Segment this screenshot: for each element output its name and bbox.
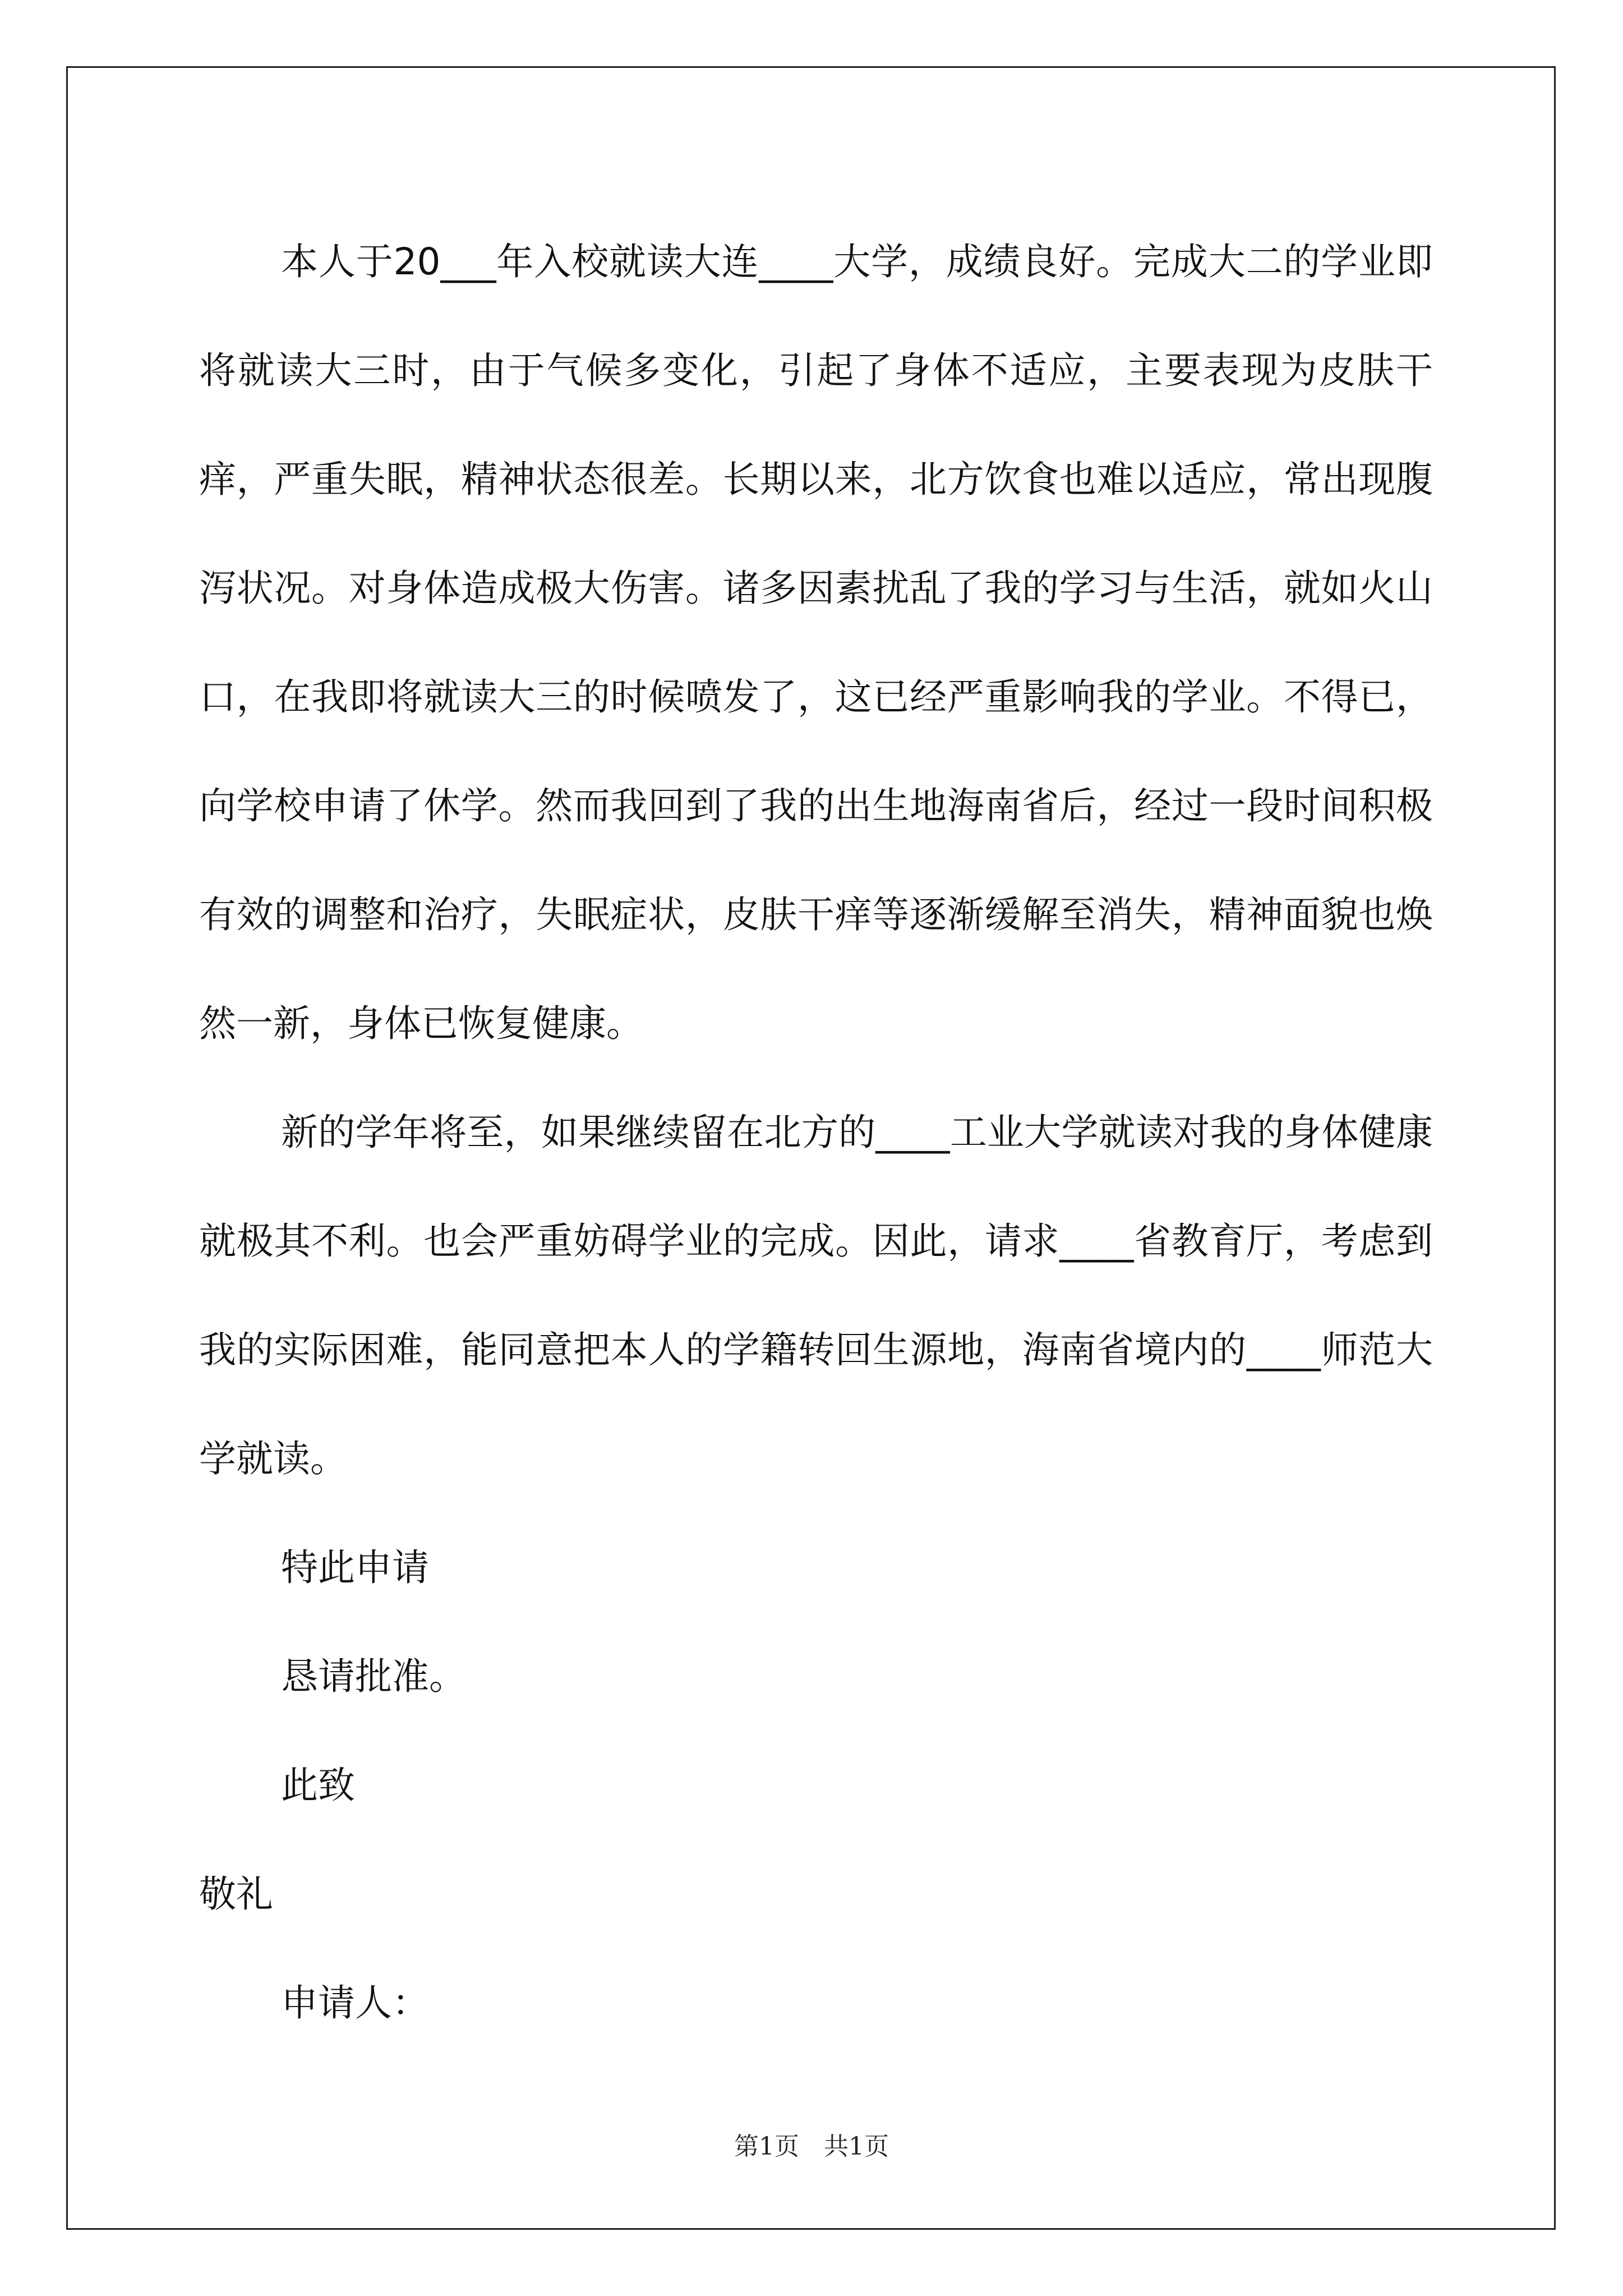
approval-request: 恳请批准。	[281, 1655, 466, 1698]
paragraph-1: 本人于20___年入校就读大连____大学，成绩良好。完成大二的学业即将就读大三时，由于气候多变化，引起了身体不适应，主要表现为皮肤干痒，严重失眠，精神状态很差。长期以来，北方饮食也难以适应，常出现腹泻状况。对身体造成极大伤害。诸多因素扰乱了我的学习与生活，就如火山口，在我即将就读大三的时候喷发了，这已经严重影响我的学业。不得已，向学校申请了休学。然而我回到了我的出生地海南省后，经过一段时间积极有效的调整和治疗，失眠症状，皮肤干痒等逐渐缓解至消失，精神面貌也焕然一新，身体已恢复健康。	[199, 240, 1433, 1045]
regards-to: 此致	[281, 1764, 355, 1807]
salutation: 敬礼	[199, 1872, 273, 1916]
page-number: 第1页 共1页	[734, 2132, 889, 2161]
applicant-label: 申请人：	[281, 1981, 429, 2024]
document-body	[199, 208, 1433, 2058]
closing-request: 特此申请	[281, 1546, 429, 1589]
paragraph-2: 新的学年将至，如果继续留在北方的____工业大学就读对我的身体健康就极其不利。也会严重妨碍学业的完成。因此，请求____省教育厅，考虑到我的实际困难，能同意把本人的学籍转回生源地，海南省境内的____师范大学就读。	[199, 1111, 1433, 1480]
